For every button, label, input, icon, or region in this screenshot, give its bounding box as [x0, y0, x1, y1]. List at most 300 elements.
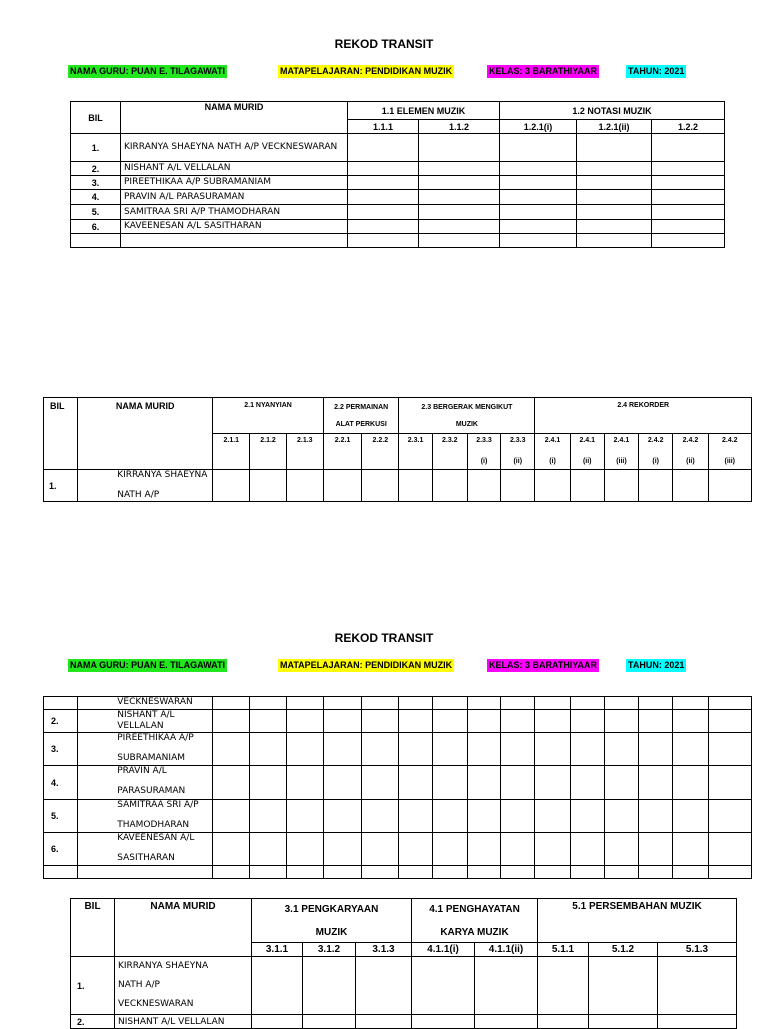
score-cell[interactable]	[419, 205, 500, 220]
score-cell[interactable]	[419, 176, 500, 190]
sub-header-3	[323, 434, 361, 470]
sub-code: 2.3.3	[509, 437, 526, 444]
student-name-line2: NATH A/P	[117, 490, 160, 500]
score-cell[interactable]	[535, 733, 570, 766]
score-cell[interactable]	[639, 697, 673, 710]
group-3-1-line2: MUZIK	[315, 926, 348, 938]
score-cell[interactable]	[570, 766, 604, 800]
row-number: 1.	[71, 957, 115, 1015]
row-number: 6.	[44, 833, 78, 866]
score-cell[interactable]	[467, 866, 500, 879]
score-cell[interactable]	[348, 162, 419, 176]
student-name-line1: KAVEENESAN A/L	[117, 833, 195, 843]
score-cell[interactable]	[589, 957, 658, 1015]
score-cell[interactable]	[604, 833, 638, 866]
score-cell[interactable]	[652, 176, 725, 190]
score-cell[interactable]	[323, 710, 361, 733]
row-number	[44, 697, 78, 710]
score-cell[interactable]	[362, 833, 399, 866]
table-row	[71, 176, 725, 190]
score-cell[interactable]	[399, 470, 432, 502]
score-cell[interactable]	[213, 766, 250, 800]
sub-part: (ii)	[582, 458, 592, 465]
table-row	[71, 134, 725, 162]
sub-1-2-1-i: 1.2.1(i)	[500, 120, 577, 134]
score-cell[interactable]	[323, 866, 361, 879]
table-row-empty	[44, 866, 752, 879]
score-cell[interactable]	[348, 176, 419, 190]
score-cell[interactable]	[348, 134, 419, 162]
score-cell[interactable]	[323, 800, 361, 833]
score-cell[interactable]	[323, 733, 361, 766]
score-cell[interactable]	[673, 733, 708, 766]
score-cell[interactable]	[577, 134, 652, 162]
sub-header-4	[362, 434, 399, 470]
col-bil: BIL	[44, 398, 78, 470]
score-cell[interactable]	[500, 134, 577, 162]
score-cell[interactable]	[362, 697, 399, 710]
row-number: 3.	[71, 176, 121, 190]
score-cell[interactable]	[570, 470, 604, 502]
table-row	[44, 697, 752, 710]
table-row	[44, 800, 752, 833]
sub-1-2-1-ii: 1.2.1(ii)	[577, 120, 652, 134]
score-cell[interactable]	[577, 205, 652, 220]
score-cell[interactable]	[432, 866, 467, 879]
score-cell[interactable]	[538, 957, 589, 1015]
row-number: 1.	[71, 134, 121, 162]
score-cell[interactable]	[604, 733, 638, 766]
score-cell[interactable]	[658, 1015, 737, 1029]
score-cell[interactable]	[250, 697, 286, 710]
score-cell[interactable]	[501, 733, 535, 766]
subject-2: MATAPELAJARAN: PENDIDIKAN MUZIK	[280, 660, 453, 670]
score-cell[interactable]	[250, 766, 286, 800]
score-cell[interactable]	[399, 833, 432, 866]
sub-part	[433, 458, 467, 467]
score-cell[interactable]	[356, 1015, 412, 1029]
student-name-line2: THAMODHARAN	[117, 820, 190, 830]
sub-header-13	[673, 434, 708, 470]
score-cell[interactable]	[639, 710, 673, 733]
score-cell[interactable]	[348, 190, 419, 205]
score-cell[interactable]	[652, 162, 725, 176]
score-cell[interactable]	[673, 697, 708, 710]
sub-1-1-2: 1.1.2	[419, 120, 500, 134]
group-4-1	[412, 899, 538, 943]
subject: MATAPELAJARAN: PENDIDIKAN MUZIK	[280, 66, 453, 76]
score-cell[interactable]	[501, 697, 535, 710]
score-cell[interactable]	[570, 833, 604, 866]
score-cell[interactable]	[432, 733, 467, 766]
score-cell[interactable]	[577, 176, 652, 190]
score-cell[interactable]	[303, 957, 356, 1015]
table-row	[71, 1015, 737, 1029]
score-cell[interactable]	[604, 710, 638, 733]
score-cell[interactable]	[673, 710, 708, 733]
score-cell[interactable]	[500, 205, 577, 220]
sub-header-3: 4.1.1(i)	[412, 943, 475, 957]
group-3-1	[252, 899, 412, 943]
score-cell	[44, 866, 78, 879]
col-nama: NAMA MURID	[78, 398, 213, 470]
score-cell[interactable]	[577, 190, 652, 205]
score-cell[interactable]	[535, 710, 570, 733]
score-cell[interactable]	[286, 733, 323, 766]
score-cell[interactable]	[362, 733, 399, 766]
score-cell[interactable]	[501, 766, 535, 800]
score-cell[interactable]	[708, 833, 751, 866]
score-cell[interactable]	[535, 800, 570, 833]
table-row	[71, 220, 725, 234]
student-name-line1: NISHANT A/L VELLALAN	[117, 710, 175, 731]
score-cell[interactable]	[286, 833, 323, 866]
sub-code: 2.4.2	[647, 437, 664, 444]
sub-code: 2.4.1	[544, 437, 561, 444]
student-name	[78, 833, 213, 866]
score-cell[interactable]	[652, 134, 725, 162]
score-cell[interactable]	[475, 1015, 538, 1029]
sub-part: (iii)	[616, 458, 627, 465]
score-cell[interactable]	[467, 697, 500, 710]
col-nama: NAMA MURID	[121, 102, 348, 134]
score-cell[interactable]	[475, 957, 538, 1015]
sub-part	[362, 458, 398, 467]
score-cell[interactable]	[419, 134, 500, 162]
score-cell[interactable]	[303, 1015, 356, 1029]
student-name-line1: KIRRANYA SHAEYNA	[118, 961, 209, 971]
sub-part: (ii)	[686, 458, 695, 465]
student-name: NISHANT A/L VELLALAN	[121, 162, 348, 176]
student-name	[78, 470, 213, 502]
score-cell[interactable]	[500, 190, 577, 205]
sub-header-0: 3.1.1	[252, 943, 303, 957]
group-2-3-line1: 2.3 BERGERAK MENGIKUT	[421, 403, 513, 411]
score-cell[interactable]	[213, 866, 250, 879]
score-cell[interactable]	[467, 800, 500, 833]
year-2: TAHUN: 2021	[628, 660, 685, 670]
score-cell[interactable]	[419, 220, 500, 234]
score-cell[interactable]	[535, 697, 570, 710]
score-cell[interactable]	[673, 800, 708, 833]
sub-header-7	[467, 434, 500, 470]
sub-code: 2.2.1	[334, 437, 351, 444]
student-name: NISHANT A/L VELLALAN	[115, 1015, 252, 1029]
score-cell[interactable]	[500, 220, 577, 234]
sub-code: 2.1.1	[223, 437, 240, 444]
sub-1-2-2: 1.2.2	[652, 120, 725, 134]
score-cell[interactable]	[467, 733, 500, 766]
score-cell[interactable]	[250, 866, 286, 879]
score-cell[interactable]	[673, 833, 708, 866]
score-cell[interactable]	[708, 766, 751, 800]
score-cell[interactable]	[419, 162, 500, 176]
score-cell[interactable]	[323, 766, 361, 800]
sub-code: 2.3.1	[407, 437, 424, 444]
group-4-1-line2: KARYA MUZIK	[440, 926, 509, 938]
score-cell[interactable]	[250, 800, 286, 833]
student-name-line2: SASITHARAN	[117, 853, 175, 863]
page-title-2: REKOD TRANSIT	[334, 631, 434, 645]
student-name: PRAVIN A/L PARASURAMAN	[121, 190, 348, 205]
score-cell[interactable]	[639, 733, 673, 766]
sub-code: 2.4.1	[613, 437, 630, 444]
score-cell[interactable]	[250, 470, 286, 502]
score-cell[interactable]	[658, 957, 737, 1015]
score-cell[interactable]	[348, 205, 419, 220]
table-row-empty	[71, 234, 725, 248]
score-cell[interactable]	[250, 833, 286, 866]
score-cell[interactable]	[708, 733, 751, 766]
sub-header-11	[604, 434, 638, 470]
score-cell[interactable]	[673, 766, 708, 800]
score-cell[interactable]	[501, 800, 535, 833]
score-cell[interactable]	[432, 697, 467, 710]
score-cell[interactable]	[467, 766, 500, 800]
row-number: 6.	[71, 220, 121, 234]
student-name-line1: SAMITRAA SRI A/P	[117, 800, 199, 810]
score-cell[interactable]	[639, 866, 673, 879]
student-name-line1: PRAVIN A/L	[117, 766, 167, 776]
sub-code: 2.4.2	[721, 437, 738, 444]
row-number: 5.	[71, 205, 121, 220]
score-cell[interactable]	[652, 205, 725, 220]
score-cell[interactable]	[399, 733, 432, 766]
score-cell[interactable]	[500, 234, 577, 248]
sub-part: (i)	[652, 458, 659, 465]
sub-code: 2.1.2	[260, 437, 276, 444]
group-2-2-line1: 2.2 PERMAINAN	[334, 403, 389, 411]
sub-code: 2.3.2	[442, 437, 458, 444]
score-cell[interactable]	[286, 470, 323, 502]
score-cell[interactable]	[362, 866, 399, 879]
year: TAHUN: 2021	[628, 66, 685, 76]
sub-part	[399, 458, 431, 467]
score-cell[interactable]	[535, 766, 570, 800]
group-2-3	[399, 398, 535, 434]
score-cell[interactable]	[708, 710, 751, 733]
sub-header-1: 3.1.2	[303, 943, 356, 957]
table-row	[44, 733, 752, 766]
student-name-line2: NATH A/P	[118, 980, 160, 990]
group-1-1: 1.1 ELEMEN MUZIK	[348, 102, 500, 120]
student-name-line3: VECKNESWARAN	[118, 999, 194, 1009]
student-name-line1: PIREETHIKAA A/P	[117, 733, 194, 743]
score-cell[interactable]	[500, 176, 577, 190]
score-cell[interactable]	[286, 710, 323, 733]
score-cell[interactable]	[639, 470, 673, 502]
student-name-line2: PARASURAMAN	[117, 786, 186, 796]
score-cell[interactable]	[501, 470, 535, 502]
student-name	[78, 733, 213, 766]
score-cell[interactable]	[639, 766, 673, 800]
sub-header-14	[708, 434, 751, 470]
score-cell[interactable]	[213, 710, 250, 733]
teacher-name-2: NAMA GURU: PUAN E. TILAGAWATI	[70, 660, 225, 670]
score-cell[interactable]	[604, 800, 638, 833]
score-cell[interactable]	[708, 697, 751, 710]
score-cell[interactable]	[708, 866, 751, 879]
score-cell[interactable]	[570, 710, 604, 733]
score-cell[interactable]	[467, 833, 500, 866]
score-cell	[78, 866, 213, 879]
score-cell[interactable]	[419, 234, 500, 248]
score-cell[interactable]	[535, 866, 570, 879]
score-cell[interactable]	[652, 220, 725, 234]
score-cell[interactable]	[673, 470, 708, 502]
score-cell[interactable]	[362, 710, 399, 733]
score-cell[interactable]	[570, 866, 604, 879]
student-name: SAMITRAA SRI A/P THAMODHARAN	[121, 205, 348, 220]
score-cell[interactable]	[639, 833, 673, 866]
class-2: KELAS: 3 BARATHIYAAR	[489, 660, 598, 670]
student-name-line1: VECKNESWARAN	[117, 697, 193, 707]
score-cell[interactable]	[213, 833, 250, 866]
table-row	[71, 190, 725, 205]
score-cell[interactable]	[570, 733, 604, 766]
score-cell[interactable]	[250, 733, 286, 766]
score-cell[interactable]	[652, 234, 725, 248]
score-cell[interactable]	[213, 733, 250, 766]
score-cell[interactable]	[708, 800, 751, 833]
sub-header-5	[399, 434, 432, 470]
sub-header-1	[250, 434, 286, 470]
table-row	[71, 957, 737, 1015]
score-cell[interactable]	[213, 800, 250, 833]
sub-header-4: 4.1.1(ii)	[475, 943, 538, 957]
score-cell[interactable]	[535, 470, 570, 502]
sub-header-2: 3.1.3	[356, 943, 412, 957]
score-cell[interactable]	[286, 766, 323, 800]
student-name-line2: SUBRAMANIAM	[117, 753, 185, 763]
col-bil: BIL	[71, 899, 115, 957]
score-cell[interactable]	[323, 470, 361, 502]
score-cell[interactable]	[399, 697, 432, 710]
group-4-1-line1: 4.1 PENGHAYATAN	[429, 903, 520, 915]
table-pengkaryaan	[70, 898, 737, 1029]
sub-header-6: 5.1.2	[589, 943, 658, 957]
score-cell[interactable]	[432, 470, 467, 502]
score-cell[interactable]	[500, 162, 577, 176]
score-cell[interactable]	[323, 697, 361, 710]
score-cell[interactable]	[252, 1015, 303, 1029]
score-cell[interactable]	[577, 162, 652, 176]
score-cell[interactable]	[604, 470, 638, 502]
student-name: KAVEENESAN A/L SASITHARAN	[121, 220, 348, 234]
score-cell[interactable]	[412, 957, 475, 1015]
score-cell[interactable]	[501, 710, 535, 733]
row-number: 3.	[44, 733, 78, 766]
score-cell[interactable]	[432, 833, 467, 866]
score-cell[interactable]	[399, 866, 432, 879]
score-cell[interactable]	[501, 866, 535, 879]
score-cell[interactable]	[604, 866, 638, 879]
score-cell[interactable]	[213, 697, 250, 710]
class: KELAS: 3 BARATHIYAAR	[489, 66, 598, 76]
score-cell[interactable]	[432, 766, 467, 800]
score-cell[interactable]	[535, 833, 570, 866]
score-cell[interactable]	[362, 766, 399, 800]
score-cell[interactable]	[286, 866, 323, 879]
student-name-line1: KIRRANYA SHAEYNA	[117, 470, 208, 480]
score-cell[interactable]	[348, 220, 419, 234]
score-cell[interactable]	[399, 766, 432, 800]
student-name	[78, 766, 213, 800]
group-5-1: 5.1 PERSEMBAHAN MUZIK	[538, 899, 737, 943]
score-cell[interactable]	[589, 1015, 658, 1029]
score-cell[interactable]	[652, 190, 725, 205]
score-cell[interactable]	[432, 800, 467, 833]
score-cell[interactable]	[538, 1015, 589, 1029]
page-title: REKOD TRANSIT	[334, 37, 434, 51]
table-row	[71, 162, 725, 176]
table-kemahiran-muzik-continued	[43, 696, 752, 879]
sub-header-10	[570, 434, 604, 470]
row-number: 4.	[71, 190, 121, 205]
student-name	[78, 697, 213, 710]
score-cell[interactable]	[577, 220, 652, 234]
score-cell[interactable]	[467, 710, 500, 733]
score-cell[interactable]	[286, 800, 323, 833]
score-cell[interactable]	[286, 697, 323, 710]
score-cell[interactable]	[348, 234, 419, 248]
student-name	[78, 800, 213, 833]
score-cell[interactable]	[570, 697, 604, 710]
score-cell[interactable]	[250, 710, 286, 733]
sub-header-5: 5.1.1	[538, 943, 589, 957]
col-nama: NAMA MURID	[115, 899, 252, 957]
score-cell[interactable]	[362, 470, 399, 502]
score-cell[interactable]	[419, 190, 500, 205]
group-2-1: 2.1 NYANYIAN	[213, 398, 324, 434]
sub-code: 2.3.3	[476, 437, 492, 444]
sub-code: 2.2.2	[372, 437, 389, 444]
sub-header-9	[535, 434, 570, 470]
score-cell[interactable]	[412, 1015, 475, 1029]
sub-header-0	[213, 434, 250, 470]
score-cell[interactable]	[604, 766, 638, 800]
student-name: PIREETHIKAA A/P SUBRAMANIAM	[121, 176, 348, 190]
score-cell[interactable]	[673, 866, 708, 879]
score-cell[interactable]	[639, 800, 673, 833]
score-cell[interactable]	[467, 470, 500, 502]
student-name: KIRRANYA SHAEYNA NATH A/P VECKNESWARAN	[121, 134, 348, 162]
score-cell[interactable]	[570, 800, 604, 833]
score-cell[interactable]	[356, 957, 412, 1015]
table-row	[44, 470, 752, 502]
table-kemahiran-muzik	[43, 397, 752, 502]
group-3-1-line1: 3.1 PENGKARYAAN	[284, 903, 379, 915]
score-cell[interactable]	[708, 470, 751, 502]
score-cell[interactable]	[399, 710, 432, 733]
score-cell[interactable]	[432, 710, 467, 733]
sub-part: (i)	[549, 458, 556, 465]
row-number: 2.	[44, 710, 78, 733]
student-name	[115, 957, 252, 1015]
score-cell[interactable]	[323, 833, 361, 866]
score-cell[interactable]	[362, 800, 399, 833]
score-cell[interactable]	[604, 697, 638, 710]
row-number: 5.	[44, 800, 78, 833]
score-cell[interactable]	[501, 833, 535, 866]
score-cell[interactable]	[577, 234, 652, 248]
sub-header-8	[501, 434, 535, 470]
score-cell[interactable]	[252, 957, 303, 1015]
sub-part	[287, 458, 323, 467]
score-cell[interactable]	[213, 470, 250, 502]
sub-header-6	[432, 434, 467, 470]
score-cell[interactable]	[399, 800, 432, 833]
